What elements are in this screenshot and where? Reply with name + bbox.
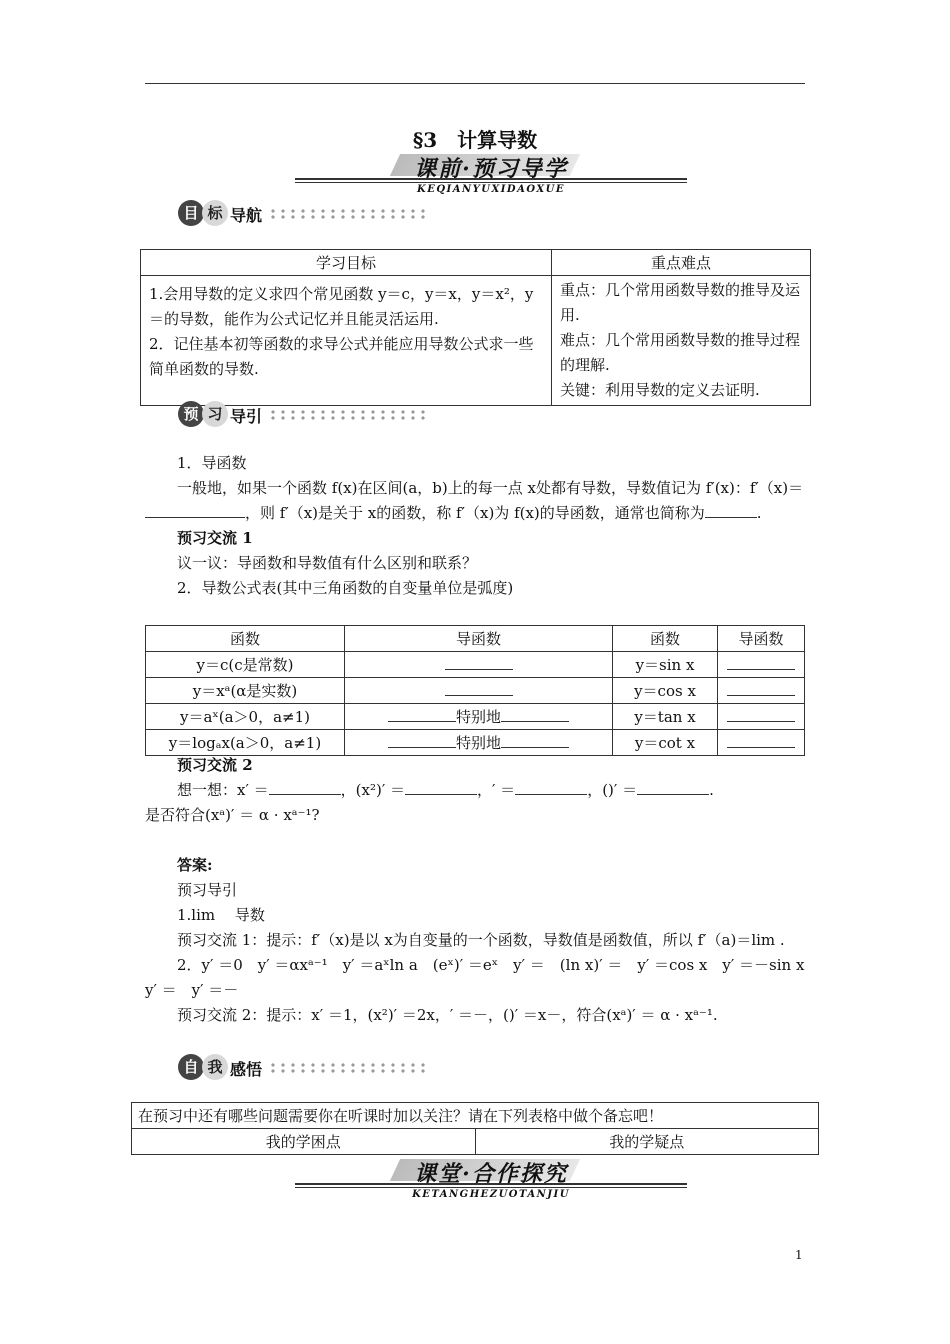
goal-2: 2．记住基本初等函数的求导公式并能应用导数公式求一些简单函数的导数. [149, 335, 534, 378]
circle-char: 习 [202, 401, 228, 427]
exchange-2-heading: 预习交流 2 [177, 756, 253, 774]
subheading: 2．导数公式表(其中三角函数的自变量单位是弧度) [177, 579, 514, 597]
col-header: 导函数 [345, 626, 613, 652]
formula-blank-cell [345, 652, 613, 678]
memo-question-cell[interactable]: 我的学疑点 [475, 1129, 819, 1155]
text: ，(x²)′ ＝ [340, 781, 405, 799]
goals-header-left: 学习目标 [141, 250, 552, 276]
formula-cell: y＝cos x [613, 678, 718, 704]
fill-blank[interactable] [727, 655, 795, 670]
memo-table [131, 1102, 819, 1155]
special-label: 特别地 [455, 734, 501, 752]
goals-header-right: 重点难点 [552, 250, 811, 276]
exchange-1-heading: 预习交流 1 [177, 529, 253, 547]
formula-cell: y＝aˣ(a＞0，a≠1) [146, 704, 345, 730]
answers-section [145, 853, 820, 1028]
key-idea: 关键：利用导数的定义去证明. [560, 381, 760, 399]
goal-1: 1.会用导数的定义求四个常见函数 y＝c，y＝x，y＝x²，y＝的导数，能作为公式记忆并且能灵活运用. [149, 285, 534, 328]
answer-line: 预习导引 [177, 881, 238, 899]
formula-cell: y＝logₐx(a＞0，a≠1) [146, 730, 345, 756]
formula-cell: y＝c(c是常数) [146, 652, 345, 678]
text: . [756, 504, 762, 522]
paragraph [145, 476, 807, 526]
answer-line: 预习交流 2：提示：x′ ＝1，(x²)′ ＝2x，′ ＝－，()′ ＝x－，符合(xᵃ)′ ＝ α · xᵃ⁻¹. [177, 1006, 718, 1024]
section-goals-heading [178, 200, 428, 230]
section-reflection-heading [178, 1054, 428, 1084]
circle-char: 目 [178, 200, 204, 226]
circle-char: 标 [202, 200, 228, 226]
circle-char: 我 [202, 1054, 228, 1080]
goals-right-cell [552, 276, 811, 406]
banner-ketang-pinyin: KETANGHEZUOTANJIU [412, 1189, 570, 1200]
col-header: 导函数 [718, 626, 805, 652]
banner-keqian-text: 课前·预习导学 [414, 156, 568, 182]
fill-blank[interactable] [637, 780, 709, 795]
fill-blank[interactable] [705, 503, 757, 518]
formula-blank-cell [718, 678, 805, 704]
formula-blank-cell [345, 730, 613, 756]
fill-blank[interactable] [501, 707, 569, 722]
goals-left-cell [141, 276, 552, 406]
formula-blank-cell [718, 730, 805, 756]
text: . [709, 781, 714, 799]
text: 想一想：x′ ＝ [177, 781, 269, 799]
goals-table [140, 249, 811, 406]
circle-char: 预 [178, 401, 204, 427]
dots-decoration [268, 409, 428, 421]
formula-blank-cell [345, 678, 613, 704]
answer-line: 2．y′ ＝0 y′ ＝αxᵃ⁻¹ y′ ＝aˣln a (eˣ)′ ＝eˣ y′ ＝ (ln x)′ ＝ y′ ＝cos x y′ ＝－sin x y′ ＝ y′ ＝－ [145, 956, 820, 999]
fill-blank[interactable] [727, 733, 795, 748]
section-preview-heading [178, 401, 428, 431]
fill-blank[interactable] [727, 681, 795, 696]
derivative-function-section [145, 451, 807, 601]
col-header: 函数 [613, 626, 718, 652]
formula-table [145, 625, 805, 756]
special-label: 特别地 [455, 708, 501, 726]
formula-cell: y＝cot x [613, 730, 718, 756]
formula-cell: y＝tan x [613, 704, 718, 730]
subheading: 1．导函数 [177, 454, 247, 472]
circle-char: 自 [178, 1054, 204, 1080]
fill-blank[interactable] [388, 707, 456, 722]
formula-blank-cell [718, 652, 805, 678]
formula-blank-cell [345, 704, 613, 730]
formula-blank-cell [718, 704, 805, 730]
banner-keqian [295, 152, 687, 202]
dots-decoration [268, 208, 428, 220]
formula-cell: y＝sin x [613, 652, 718, 678]
section-label: 导航 [230, 205, 263, 225]
col-header: 函数 [146, 626, 345, 652]
exchange-2-question [145, 778, 807, 803]
text: ，′ ＝ [477, 781, 516, 799]
answer-line: 预习交流 1：提示：f′（x)是以 x为自变量的一个函数，导数值是函数值，所以 f′（a)＝lim . [177, 931, 785, 949]
fill-blank[interactable] [388, 733, 456, 748]
memo-difficulty-cell[interactable]: 我的学困点 [132, 1129, 476, 1155]
dots-decoration [268, 1062, 428, 1074]
fill-blank[interactable] [445, 681, 513, 696]
fill-blank[interactable] [145, 503, 245, 518]
page-title: §3 计算导数 [412, 128, 538, 152]
key-point: 重点：几个常用函数导数的推导及运用. [560, 281, 801, 324]
text: ，()′ ＝ [587, 781, 638, 799]
fill-blank[interactable] [445, 655, 513, 670]
fill-blank[interactable] [501, 733, 569, 748]
section-label: 导引 [230, 406, 263, 426]
exchange-1-question: 议一议：导函数和导数值有什么区别和联系？ [177, 554, 478, 572]
banner-keqian-pinyin: KEQIANYUXIDAOXUE [417, 184, 565, 195]
formula-cell: y＝xᵃ(α是实数) [146, 678, 345, 704]
text: 一般地，如果一个函数 f(x)在区间(a，b)上的每一点 x处都有导数，导数值记为 f′(x)：f′（x)＝ [177, 479, 804, 497]
fill-blank[interactable] [405, 780, 477, 795]
fill-blank[interactable] [727, 707, 795, 722]
answers-heading: 答案: [177, 856, 213, 874]
memo-prompt: 在预习中还有哪些问题需要你在听课时加以关注？请在下列表格中做个备忘吧！ [132, 1103, 819, 1129]
exchange-2-question-tail: 是否符合(xᵃ)′ ＝ α · xᵃ⁻¹? [145, 806, 320, 824]
fill-blank[interactable] [515, 780, 587, 795]
fill-blank[interactable] [269, 780, 341, 795]
answer-line: 1.lim 导数 [177, 906, 265, 924]
banner-ketang-text: 课堂·合作探究 [414, 1161, 568, 1187]
page-number: 1 [795, 1248, 803, 1262]
exchange-2-section [145, 753, 807, 828]
section-label: 感悟 [230, 1059, 263, 1079]
text: ，则 f′（x)是关于 x的函数，称 f′（x)为 f(x)的导函数，通常也简称为 [245, 504, 705, 522]
header-rule [145, 83, 805, 84]
banner-ketang [295, 1157, 687, 1207]
difficult-point: 难点：几个常用函数导数的推导过程的理解. [560, 331, 801, 374]
